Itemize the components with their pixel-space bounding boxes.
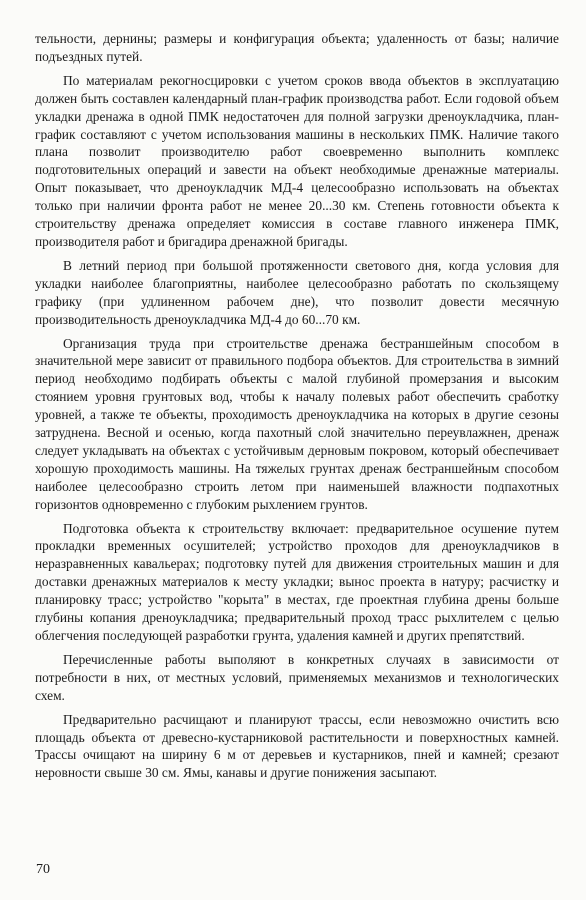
paragraph-organization: Организация труда при строительстве дренажа бестраншейным способом в значительной мере зависит от правильного подбора объектов. Для строительства в зимний период необходимо подбирать объекты с малой глубиной промерзания и высоким стоянием уровня грунтовых вод, чтобы к началу полевых работ обеспечить сработку уровней, а также те объекты, проходимость дреноукладчика на которых в другие сезоны затруднена. Весной и осенью, когда пахотный слой значительно переувлажнен, дренаж следует укладывать на объектах с устойчивым дерновым покровом, который обеспечивает хорошую проходимость машины. На тяжелых грунтах дренаж бестраншейным способом наиболее целесообразно строить летом при наименьшей влажности подпахотных горизонтов одновременно с глубоким рыхлением грунтов. <box>35 335 559 512</box>
paragraph-summer: В летний период при большой протяженности светового дня, когда условия для укладки наиболее благоприятны, наиболее целесообразно работать по скользящему графику (при удлиненном рабочем дне), что позволит довести месячную производительность дреноукладчика МД-4 до 60...70 км. <box>35 257 559 327</box>
page-number: 70 <box>36 862 50 877</box>
paragraph-schedule: По материалам рекогносцировки с учетом сроков ввода объектов в эксплуатацию должен быть составлен календарный план-график производства работ. Если годовой объем укладки дренажа в одной ПМК недостаточен для полной загрузки дреноукладчика, план-график составляют с учетом использования машины в нескольких ПМК. Наличие такого плана позволит производителю работ своевременно выполнить комплекс подготовительных операций и завести на объект необходимые дренажные материалы. Опыт показывает, что дреноукладчик МД-4 целесообразно использовать на объектах только при наличии фронта работ не менее 20...30 км. Степень готовности объекта к строительству дренажа определяет комиссия в составе главного инженера ПМК, производителя работ и бригадира дренажной бригады. <box>35 72 559 249</box>
body-text <box>35 30 559 788</box>
paragraph-preparation: Подготовка объекта к строительству включает: предварительное осушение путем прокладки временных осушителей; устройство проходов для дреноукладчиков в неразравненных кавальерах; подготовку путей для движения строительных машин и для доставки дренажных материалов к месту укладки; вынос проекта в натуру; расчистку и планировку трасс; устройство "корыта" в местах, где проектная глубина дрены больше глубины копания дреноукладчика; предварительный проход трасс рыхлителем с целью облегчения последующей разработки грунта, удаления камней и других препятствий. <box>35 520 559 643</box>
paragraph-listed-works: Перечисленные работы выполяют в конкретных случаях в зависимости от потребности в них, от местных условий, применяемых механизмов и технологических схем. <box>35 651 559 703</box>
paragraph-continuation: тельности, дернины; размеры и конфигурация объекта; удаленность от базы; наличие подъездных путей. <box>35 31 559 64</box>
paragraph-clearing: Предварительно расчищают и планируют трассы, если невозможно очистить всю площадь объекта от древесно-кустарниковой растительности и поверхностных камней. Трассы очищают на ширину 6 м от деревьев и кустарников, пней и камней; срезают неровности свыше 30 см. Ямы, канавы и другие понижения засыпают. <box>35 711 559 781</box>
